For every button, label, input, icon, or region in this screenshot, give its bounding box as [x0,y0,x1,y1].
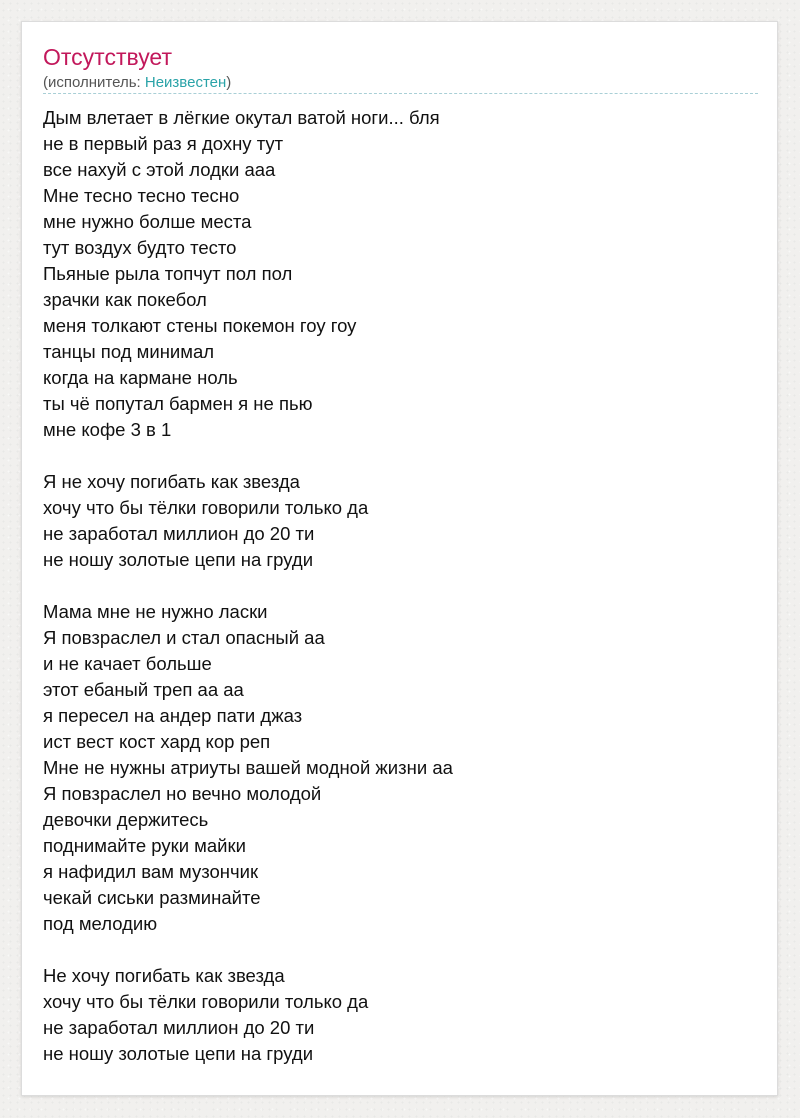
lyrics-stanza [43,963,758,1067]
lyric-line: Пьяные рыла топчут пол пол [43,263,293,284]
lyric-line: не ношу золотые цепи на груди [43,549,314,570]
lyric-line: этот ебаный треп аа аа [43,679,244,700]
artist-line [43,73,231,93]
lyric-line: зрачки как покебол [43,289,207,310]
lyric-line: чекай сиськи разминайте [43,887,261,908]
lyric-line: тут воздух будто тесто [43,237,237,258]
lyric-line: не ношу золотые цепи на груди [43,1043,314,1064]
lyric-line: под мелодию [43,913,158,934]
lyric-line: Мама мне не нужно ласки [43,601,268,622]
lyric-line: Я повзраслел и стал опасный аа [43,627,325,648]
lyric-line: Дым влетает в лёгкие окутал ватой ноги... бля [43,107,440,128]
lyric-line: не заработал миллион до 20 ти [43,523,315,544]
lyric-line: и не качает больше [43,653,212,674]
lyrics-stanza [43,469,758,573]
lyrics-body [43,105,758,1093]
lyric-line: хочу что бы тёлки говорили только да [43,497,369,518]
lyric-line: я нафидил вам музончик [43,861,259,882]
artist-suffix: ) [226,74,232,91]
lyric-line: хочу что бы тёлки говорили только да [43,991,369,1012]
lyrics-stanza [43,105,758,443]
lyric-line: Я не хочу погибать как звезда [43,471,300,492]
artist-prefix: (исполнитель: [43,74,145,91]
lyric-line: меня толкают стены покемон гоу гоу [43,315,357,336]
title-divider [43,93,758,94]
lyrics-stanza [43,599,758,937]
lyric-line: я пересел на андер пати джаз [43,705,303,726]
lyric-line: девочки держитесь [43,809,209,830]
lyric-line: Не хочу погибать как звезда [43,965,285,986]
lyric-line: мне кофе 3 в 1 [43,419,172,440]
lyric-line: Мне не нужны атриуты вашей модной жизни аа [43,757,453,778]
lyric-line: не заработал миллион до 20 ти [43,1017,315,1038]
lyric-line: поднимайте руки майки [43,835,246,856]
artist-link[interactable]: Неизвестен [144,74,227,91]
lyric-line: танцы под минимал [43,341,215,362]
lyric-line: Мне тесно тесно тесно [43,185,240,206]
lyric-line: не в первый раз я дохну тут [43,133,284,154]
song-title: Отсутствует [43,44,172,70]
lyric-line: мне нужно болше места [43,211,252,232]
lyric-line: Я повзраслел но вечно молодой [43,783,322,804]
lyrics-card [21,21,778,1096]
lyric-line: когда на кармане ноль [43,367,238,388]
lyric-line: ист вест кост хард кор реп [43,731,271,752]
lyric-line: все нахуй с этой лодки ааа [43,159,276,180]
lyric-line: ты чё попутал бармен я не пью [43,393,313,414]
